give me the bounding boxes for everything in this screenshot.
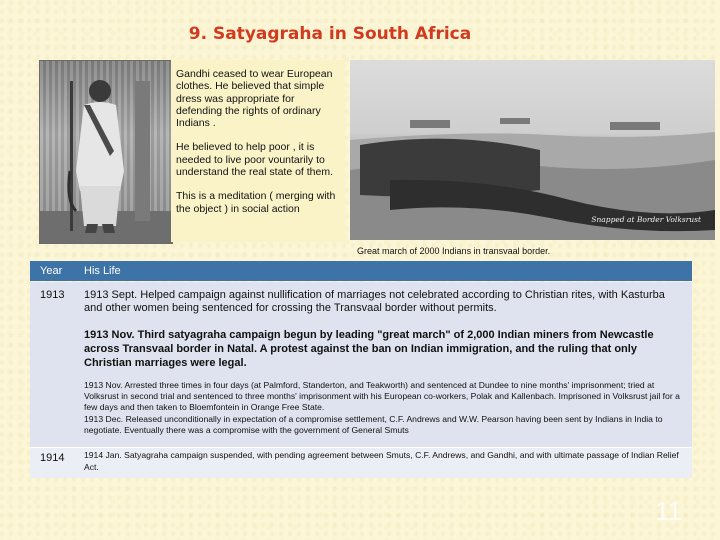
row-entry-group bbox=[84, 380, 680, 436]
gandhi-portrait-photo bbox=[39, 60, 173, 244]
row-entry: 1913 Sept. Helped campaign against nullification of marriages not celebrated according to Christian rites, with Kasturba and other women being sentenced for crossing the Transvaal border without permits. bbox=[84, 289, 665, 314]
header-life: His Life bbox=[84, 265, 121, 277]
row-entry: 1913 Dec. Released unconditionally in expectation of a compromise settlement, C.F. Andrews and W.W. Pearson having been sent by Indians in India to negotiate. Eventually there was a compromise with the government of General Smuts bbox=[84, 413, 663, 435]
row-entry: 1913 Nov. Arrested three times in four days (at Palmford, Standerton, and Teakworth) and sentenced at Dundee to nine months' imprisonment; tried at Volksrust in second trial and sentenced to three months' imprisonment with his European co-workers, Polak and Kallenbach. Imprisoned in Volksrust jail for a few days and then taken to Bloemfontein in Orange Free State. bbox=[84, 380, 680, 413]
row-year: 1914 bbox=[40, 452, 65, 464]
row-entry: 1914 Jan. Satyagraha campaign suspended, with pending agreement between Smuts, C.F. Andrews, and Gandhi, and with ultimate passage of Indian Relief Act. bbox=[84, 450, 679, 472]
row-entry: 1913 Nov. Third satyagraha campaign begun by leading "great march" of 2,000 Indian miners from Newcastle across Transvaal border in Natal. A protest against the ban on Indian immigration, and the ruling that only Christian marriages were legal. bbox=[84, 329, 654, 369]
info-paragraph: Gandhi ceased to wear European clothes. He believed that simple dress was appropriate for defending the rights of ordinary Indians . bbox=[176, 68, 333, 130]
table-row bbox=[30, 282, 692, 448]
photo-inscription: Snapped at Border Volksrust bbox=[591, 215, 701, 224]
info-paragraph: He believed to help poor , it is needed to live poor vountarily to understand the real state of them. bbox=[176, 141, 334, 179]
great-march-photo bbox=[350, 60, 715, 240]
page-number: 11 bbox=[655, 496, 682, 526]
table-header bbox=[30, 261, 692, 281]
info-box bbox=[171, 60, 345, 242]
slide-title: 9. Satyagraha in South Africa bbox=[188, 24, 472, 44]
photo-caption: Great march of 2000 Indians in transvaal border. bbox=[357, 246, 551, 256]
table-row bbox=[30, 448, 692, 478]
row-year: 1913 bbox=[40, 289, 65, 301]
header-year: Year bbox=[40, 265, 63, 277]
info-paragraph: This is a meditation ( merging with the object ) in social action bbox=[176, 190, 336, 215]
